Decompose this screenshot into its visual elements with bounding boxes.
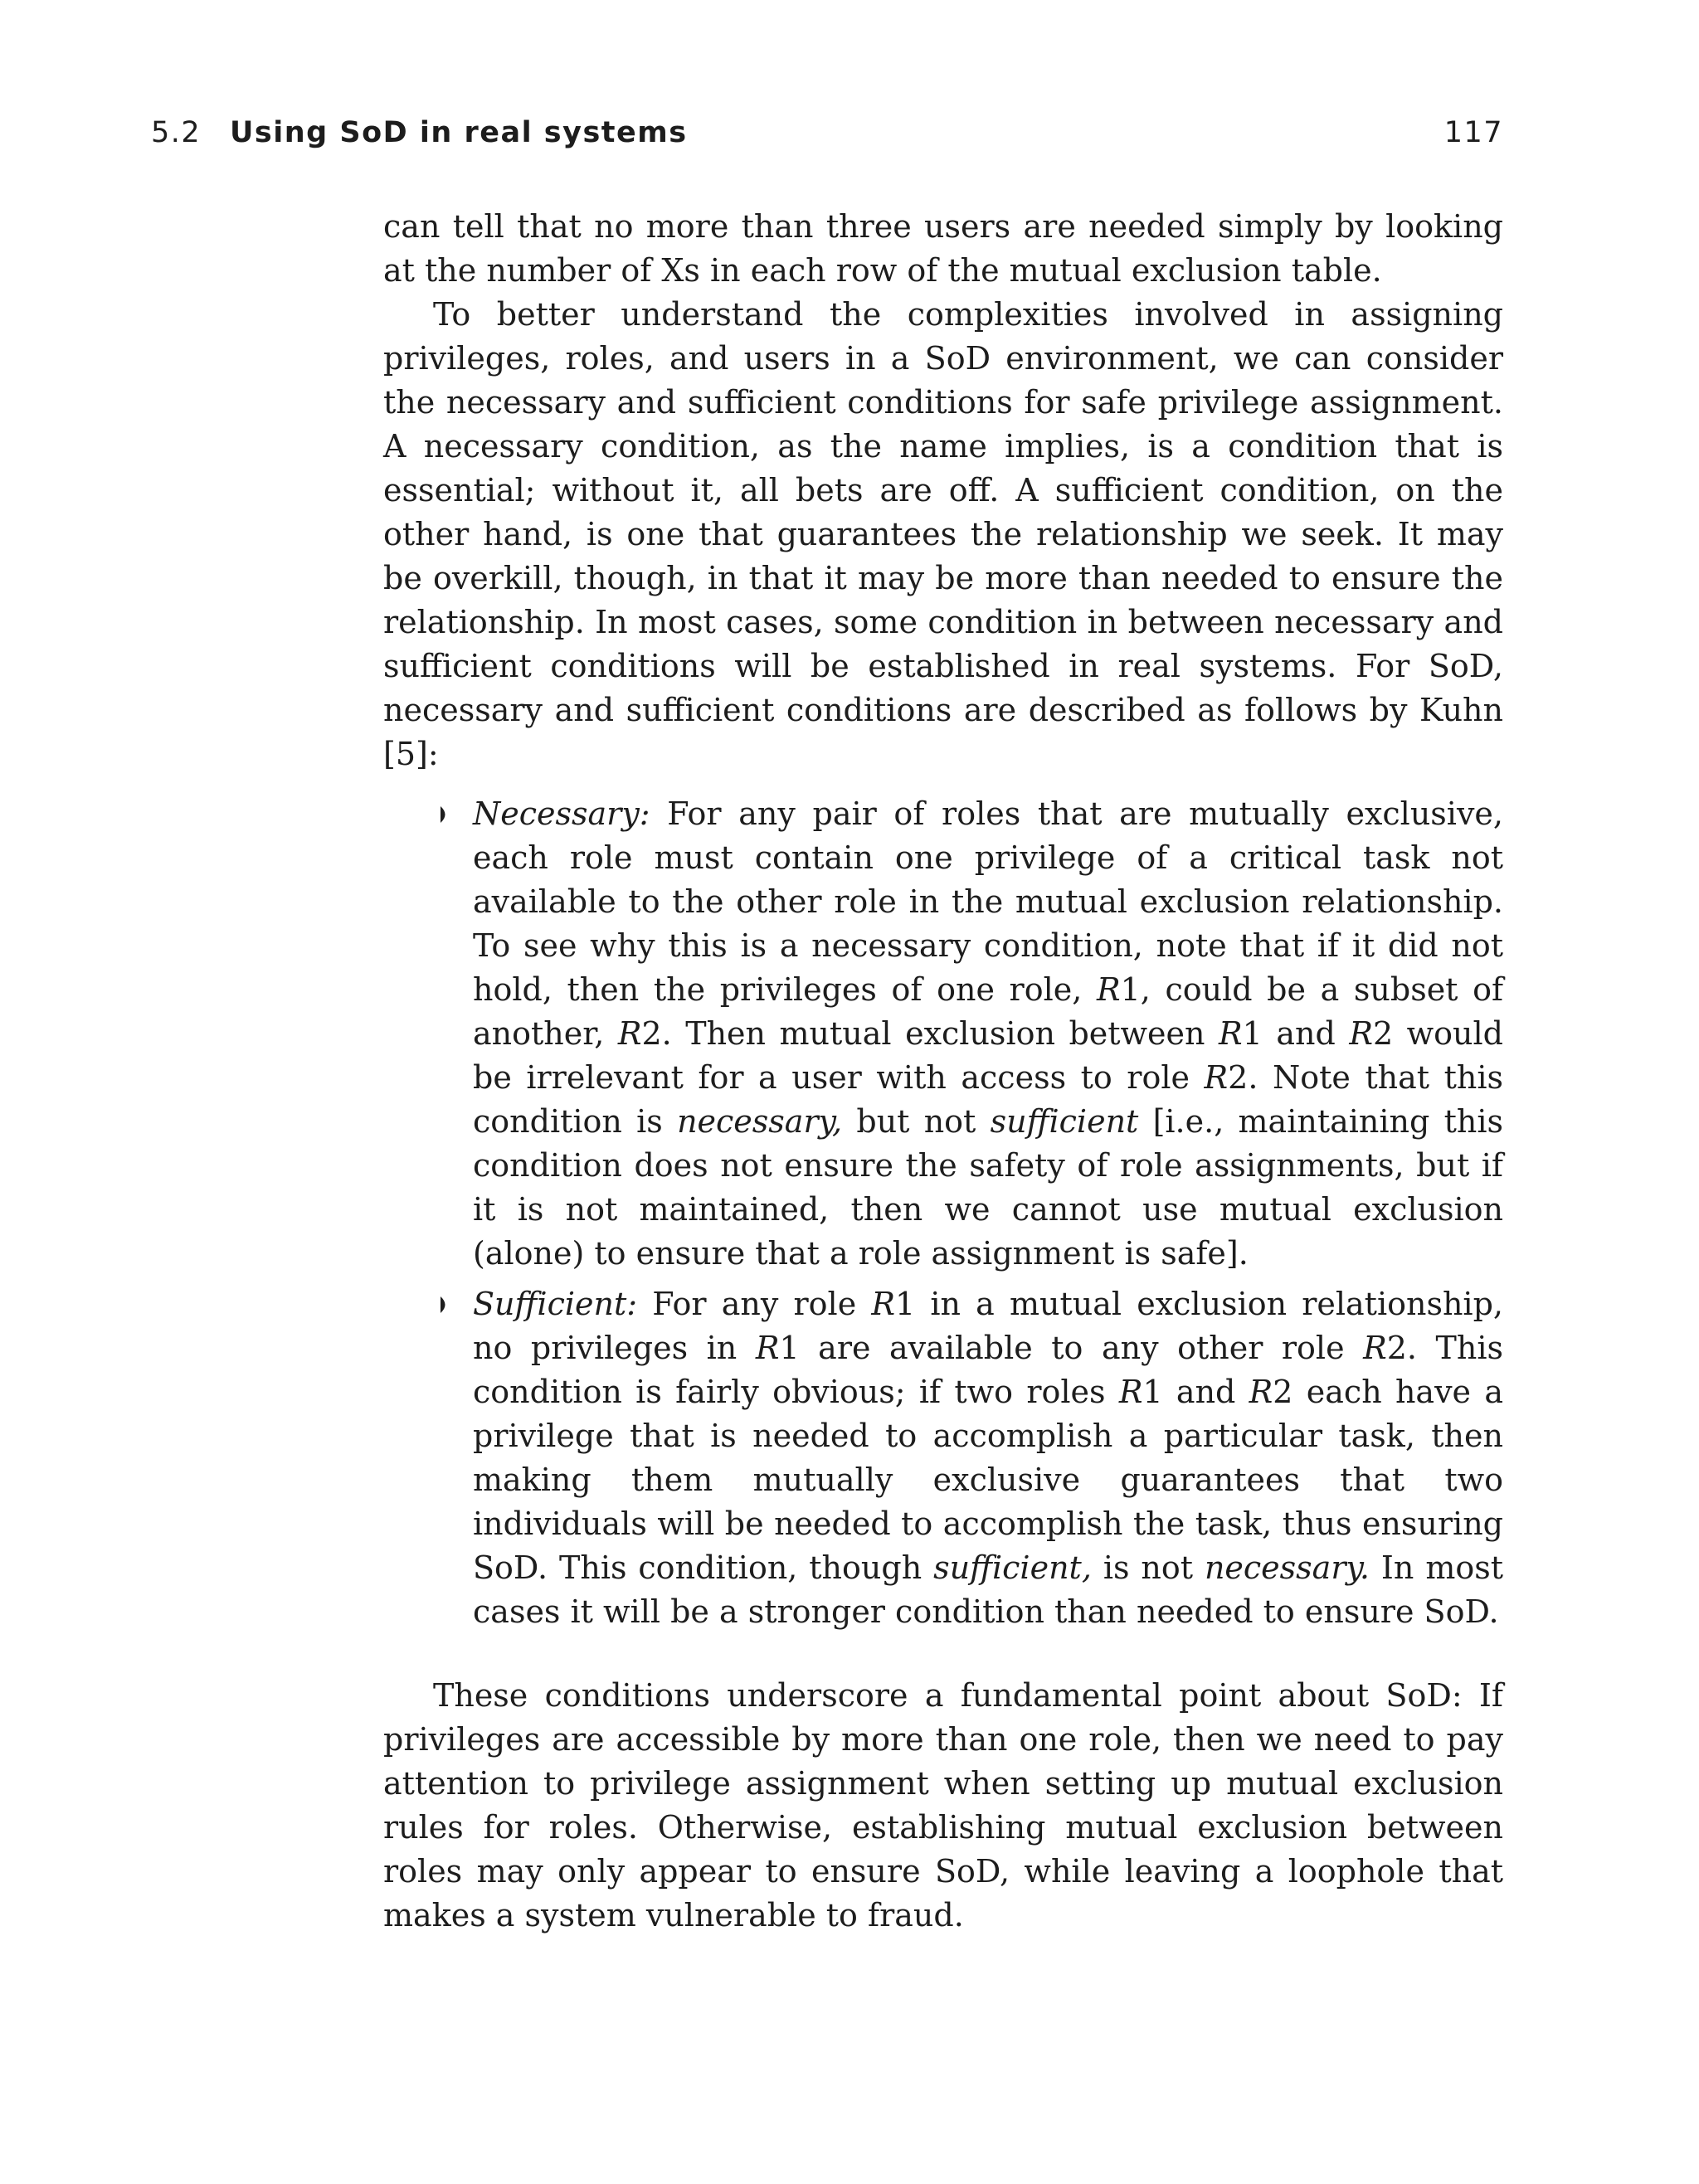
role-symbol: R <box>617 1015 642 1052</box>
body-text <box>383 205 1503 1938</box>
section-number: 5.2 <box>151 116 202 149</box>
text-fragment: 2. Note that this condition is <box>473 1059 1503 1140</box>
paragraph-conditions: To better understand the complexities involved in assigning privileges, roles, and users in a SoD environment, we can consider the necessary and sufficient conditions for safe privilege assignment. A necessary condition, as the name implies, is a condition that is essential; without it, all bets are off. A sufficient condition, on the other hand, is one that guarantees the relationship we seek. It may be overkill, though, in that it may be more than needed to ensure the relationship. In most cases, some condition in between necessary and sufficient conditions will be established in real systems. For SoD, necessary and sufficient conditions are described as follows by Kuhn [5]: <box>383 296 1503 772</box>
text-fragment: 1 in a mutual exclusion relationship, no privileges in <box>473 1286 1503 1366</box>
emphasis-sufficient: sufficient, <box>933 1549 1092 1586</box>
role-symbol: R <box>1204 1059 1229 1096</box>
text-fragment: In most cases it will be a stronger condition than needed to ensure SoD. <box>473 1549 1503 1630</box>
role-symbol: R <box>871 1286 895 1322</box>
text-fragment: 1 and <box>1242 1015 1350 1052</box>
section-title: Using SoD in real systems <box>230 116 688 149</box>
text-fragment: For any role <box>637 1286 872 1322</box>
role-symbol: R <box>1219 1015 1243 1052</box>
text-fragment: 2. Then mutual exclusion between <box>641 1015 1219 1052</box>
term-sufficient: Sufficient: <box>473 1286 638 1322</box>
emphasis-necessary: necessary, <box>677 1103 843 1140</box>
bullet-icon <box>440 1282 456 1326</box>
running-head <box>151 116 1503 158</box>
conditions-list <box>383 792 1503 1634</box>
text-fragment: 1 are available to any other role <box>779 1330 1364 1366</box>
term-necessary: Necessary: <box>473 795 650 832</box>
role-symbol: R <box>1249 1374 1273 1410</box>
emphasis-sufficient: sufficient <box>990 1103 1139 1140</box>
text-fragment: [i.e., maintaining this condition does not ensure the safety of role assignments, but if it is not maintained, then we cannot use mutual exclusion (alone) to ensure that a role assignment is safe]. <box>473 1103 1503 1272</box>
role-symbol: R <box>1363 1330 1387 1366</box>
text-fragment: is not <box>1091 1549 1205 1586</box>
text-fragment: 2 would be irrelevant for a user with access to role <box>473 1015 1504 1096</box>
page-number: 117 <box>1443 116 1503 149</box>
role-symbol: R <box>1349 1015 1373 1052</box>
paragraph-continued: can tell that no more than three users are needed simply by looking at the number of Xs in each row of the mutual exclusion table. <box>383 208 1503 289</box>
text-fragment: 1, could be a subset of another, <box>473 971 1504 1052</box>
text-fragment: 2. This condition is fairly obvious; if two roles <box>473 1330 1504 1410</box>
role-symbol: R <box>755 1330 780 1366</box>
text-fragment: but not <box>842 1103 991 1140</box>
role-symbol: R <box>1118 1374 1143 1410</box>
list-item-necessary <box>473 792 1503 1276</box>
role-symbol: R <box>1096 971 1121 1008</box>
bullet-icon <box>440 792 456 836</box>
paragraph-summary: These conditions underscore a fundamental point about SoD: If privileges are accessible by more than one role, then we need to pay attention to privilege assignment when setting up mutual exclusion rules for roles. Otherwise, establishing mutual exclusion between roles may only appear to ensure SoD, while leaving a loophole that makes a system vulnerable to fraud. <box>383 1677 1503 1933</box>
emphasis-necessary: necessary. <box>1204 1549 1370 1586</box>
list-item-sufficient <box>473 1282 1503 1634</box>
text-fragment: For any pair of roles that are mutually exclusive, each role must contain one privilege of a critical task not available to the other role in the mutual exclusion relationship. To see why this is a necessary condition, note that if it did not hold, then the privileges of one role, <box>473 795 1503 1008</box>
text-fragment: 2 each have a privilege that is needed to accomplish a particular task, then making them mutually exclusive guarantees that two individuals will be needed to accomplish the task, thus ensuring SoD. This condition, though <box>473 1374 1503 1586</box>
text-fragment: 1 and <box>1142 1374 1249 1410</box>
